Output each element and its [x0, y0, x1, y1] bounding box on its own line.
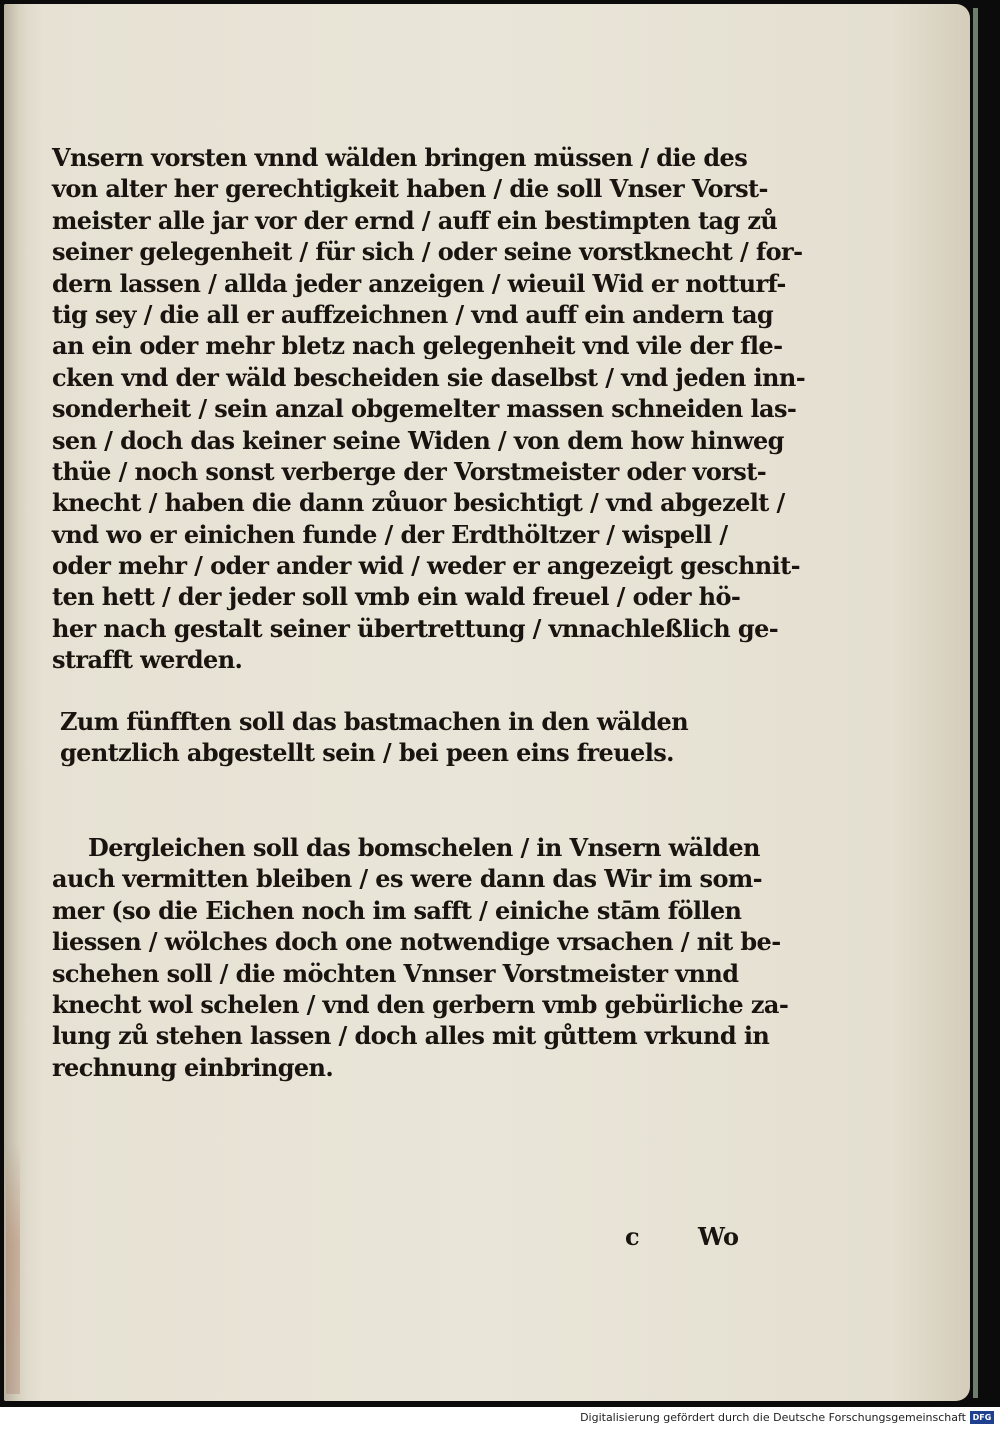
- text-line: strafft werden.: [52, 645, 243, 675]
- paragraph-1: [52, 142, 805, 676]
- signature-mark: c: [625, 1222, 640, 1251]
- page-stain: [6, 1144, 20, 1394]
- text-line: mer (so die Eichen noch im safft / einiche stām föllen: [52, 895, 742, 925]
- text-line: oder mehr / oder ander wid / weder er angezeigt geschnit-: [52, 551, 801, 581]
- funding-credit: Digitalisierung gefördert durch die Deutsche Forschungsgemeinschaft: [580, 1411, 966, 1424]
- text-line: meister alle jar vor der ernd / auff ein bestimpten tag zů: [52, 205, 778, 235]
- text-line: sen / doch das keiner seine Widen / von dem how hinweg: [52, 425, 784, 455]
- text-line: dern lassen / allda jeder anzeigen / wieuil Wid er notturf-: [52, 268, 786, 298]
- text-line: thüe / noch sonst verberge der Vorstmeister oder vorst-: [52, 456, 767, 486]
- text-line: lung zů stehen lassen / doch alles mit gůttem vrkund in: [52, 1021, 770, 1051]
- text-line: seiner gelegenheit / für sich / oder seine vorstknecht / for-: [52, 237, 803, 267]
- text-line: auch vermitten bleiben / es were dann das Wir im som-: [52, 864, 763, 894]
- text-line: cken vnd der wäld bescheiden sie daselbst / vnd jeden inn-: [52, 362, 806, 392]
- catchword: Wo: [698, 1222, 740, 1251]
- text-line: sonderheit / sein anzal obgemelter massen schneiden las-: [52, 394, 797, 424]
- catchline: [52, 1222, 742, 1254]
- footer-bar: [0, 1407, 1000, 1429]
- text-line: vnd wo er einichen funde / der Erdthöltzer / wispell /: [52, 519, 728, 549]
- paragraph-3: [52, 832, 789, 1083]
- text-line: tig sey / die all er auffzeichnen / vnd auff ein andern tag: [52, 299, 774, 329]
- dfg-logo: DFG: [970, 1411, 994, 1424]
- scan-edge-strip: [973, 8, 978, 1398]
- text-line: Vnsern vorsten vnnd wälden bringen müssen / die des: [52, 143, 748, 172]
- book-page: [4, 4, 970, 1401]
- text-line: knecht wol schelen / vnd den gerbern vmb gebürliche za-: [52, 989, 789, 1019]
- text-line: ten hett / der jeder soll vmb ein wald freuel / oder hö-: [52, 582, 741, 612]
- text-line: knecht / haben die dann zůuor besichtigt / vnd abgezelt /: [52, 488, 785, 518]
- text-line: Zum fünfften soll das bastmachen in den wälden: [60, 707, 689, 736]
- text-line: schehen soll / die möchten Vnnser Vorstmeister vnnd: [52, 958, 739, 988]
- text-line: von alter her gerechtigkeit haben / die soll Vnser Vorst-: [52, 174, 768, 204]
- text-line: her nach gestalt seiner übertrettung / vnnachleßlich ge-: [52, 613, 779, 643]
- text-line: rechnung einbringen.: [52, 1052, 334, 1082]
- text-line: gentzlich abgestellt sein / bei peen eins freuels.: [60, 738, 674, 768]
- text-line: Dergleichen soll das bomschelen / in Vnsern wälden: [88, 833, 760, 862]
- text-line: an ein oder mehr bletz nach gelegenheit vnd vile der fle-: [52, 331, 783, 361]
- paragraph-2: [60, 706, 688, 769]
- text-line: liessen / wölches doch one notwendige vrsachen / nit be-: [52, 927, 781, 957]
